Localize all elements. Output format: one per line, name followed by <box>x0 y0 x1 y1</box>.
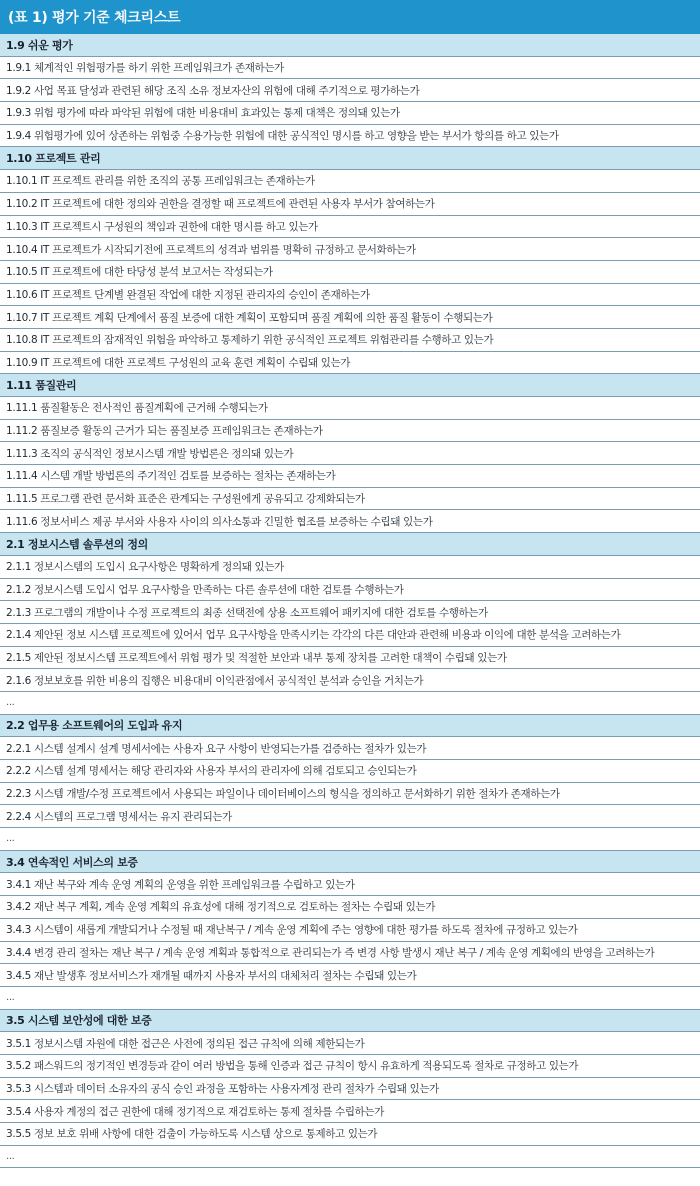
ellipsis-row: ... <box>0 828 700 851</box>
checklist-item: 1.10.8 IT 프로젝트의 잠재적인 위험을 파악하고 통제하기 위한 공식적인 프로젝트 위험관리를 수행하고 있는가 <box>0 329 700 352</box>
section-heading: 3.5 시스템 보안성에 대한 보증 <box>0 1010 700 1033</box>
checklist-item: 1.11.4 시스템 개발 방법론의 주기적인 검토를 보증하는 절차는 존재하는가 <box>0 465 700 488</box>
checklist-item: 1.10.1 IT 프로젝트 관리를 위한 조직의 공통 프레임워크는 존재하는가 <box>0 170 700 193</box>
ellipsis-row: ... <box>0 1146 700 1169</box>
checklist-item: 3.4.4 변경 관리 절차는 재난 복구 / 계속 운영 계획과 통합적으로 관리되는가 즉 변경 사항 발생시 재난 복구 / 계속 운영 계획에의 반영을 고려하는가 <box>0 942 700 965</box>
checklist-item: 2.2.1 시스템 설계시 설계 명세서에는 사용자 요구 사항이 반영되는가를 검증하는 절차가 있는가 <box>0 737 700 760</box>
checklist-item: 3.4.2 재난 복구 계획, 계속 운영 계획의 유효성에 대해 정기적으로 검토하는 절차는 수립돼 있는가 <box>0 896 700 919</box>
ellipsis-row: ... <box>0 692 700 715</box>
checklist-item: 3.4.3 시스템이 새롭게 개발되거나 수정될 때 재난복구 / 계속 운영 계획에 주는 영향에 대한 평가를 하도록 절차에 규정하고 있는가 <box>0 919 700 942</box>
checklist-item: 2.2.2 시스템 설계 명세서는 해당 관리자와 사용자 부서의 관리자에 의해 검토되고 승인되는가 <box>0 760 700 783</box>
checklist-item: 3.5.2 패스워드의 정기적인 변경등과 같이 여러 방법을 통해 인증과 접근 규칙이 항시 유효하게 적용되도록 절차로 규정하고 있는가 <box>0 1055 700 1078</box>
checklist-item: 1.10.5 IT 프로젝트에 대한 타당성 분석 보고서는 작성되는가 <box>0 261 700 284</box>
ellipsis-row: ... <box>0 987 700 1010</box>
checklist-item: 3.5.3 시스템과 데이터 소유자의 공식 승인 과정을 포함하는 사용자계정 관리 절차가 수립돼 있는가 <box>0 1078 700 1101</box>
checklist-item: 2.1.3 프로그램의 개발이나 수정 프로젝트의 최종 선택전에 상용 소프트웨어 패키지에 대한 검토를 수행하는가 <box>0 601 700 624</box>
section-heading: 2.1 정보시스템 솔루션의 정의 <box>0 533 700 556</box>
checklist-item: 1.9.4 위험평가에 있어 상존하는 위험중 수용가능한 위험에 대한 공식적인 명시를 하고 영향을 받는 부서가 항의를 하고 있는가 <box>0 125 700 148</box>
checklist-item: 2.1.2 정보시스템 도입시 업무 요구사항을 만족하는 다른 솔루션에 대한 검토를 수행하는가 <box>0 579 700 602</box>
checklist-item: 2.2.4 시스템의 프로그램 명세서는 유지 관리되는가 <box>0 805 700 828</box>
checklist-item: 3.4.1 재난 복구와 계속 운영 계획의 운영을 위한 프레임워크를 수립하고 있는가 <box>0 873 700 896</box>
checklist-item: 3.5.4 사용자 계정의 접근 권한에 대해 정기적으로 재검토하는 통제 절차를 수립하는가 <box>0 1100 700 1123</box>
checklist-item: 1.10.3 IT 프로젝트시 구성원의 책임과 권한에 대한 명시를 하고 있는가 <box>0 216 700 239</box>
section-heading: 3.4 연속적인 서비스의 보증 <box>0 851 700 874</box>
checklist-item: 1.9.1 체계적인 위험평가를 하기 위한 프레임워크가 존재하는가 <box>0 57 700 80</box>
checklist-item: 1.10.7 IT 프로젝트 계획 단계에서 품질 보증에 대한 계획이 포함되며 품질 계획에 의한 품질 활동이 수행되는가 <box>0 306 700 329</box>
checklist-item: 1.11.1 품질활동은 전사적인 품질계획에 근거해 수행되는가 <box>0 397 700 420</box>
checklist-item: 3.4.5 재난 발생후 정보서비스가 재개될 때까지 사용자 부서의 대체처리 절차는 수립돼 있는가 <box>0 964 700 987</box>
checklist-item: 3.5.5 정보 보호 위배 사항에 대한 검출이 가능하도록 시스템 상으로 통제하고 있는가 <box>0 1123 700 1146</box>
checklist-item: 1.11.5 프로그램 관련 문서화 표준은 관계되는 구성원에게 공유되고 강제화되는가 <box>0 488 700 511</box>
section-heading: 1.11 품질관리 <box>0 374 700 397</box>
section-heading: 1.9 쉬운 평가 <box>0 34 700 57</box>
checklist-item: 1.9.3 위험 평가에 따라 파악된 위험에 대한 비용대비 효과있는 통제 대책은 정의돼 있는가 <box>0 102 700 125</box>
checklist-item: 2.1.1 정보시스템의 도입시 요구사항은 명확하게 정의돼 있는가 <box>0 556 700 579</box>
checklist-item: 2.1.4 제안된 정보 시스템 프로젝트에 있어서 업무 요구사항을 만족시키는 각각의 다른 대안과 관련해 비용과 이익에 대한 분석을 고려하는가 <box>0 624 700 647</box>
checklist-item: 1.9.2 사업 목표 달성과 관련된 해당 조직 소유 정보자산의 위험에 대해 주기적으로 평가하는가 <box>0 79 700 102</box>
section-heading: 2.2 업무용 소프트웨어의 도입과 유지 <box>0 715 700 738</box>
checklist-item: 2.2.3 시스템 개발/수정 프로젝트에서 사용되는 파일이나 데이터베이스의 형식을 정의하고 문서화하기 위한 절차가 존재하는가 <box>0 783 700 806</box>
checklist-item: 1.11.6 정보서비스 제공 부서와 사용자 사이의 의사소통과 긴밀한 협조를 보증하는 수립돼 있는가 <box>0 510 700 533</box>
checklist-item: 1.10.4 IT 프로젝트가 시작되기전에 프로젝트의 성격과 범위를 명확히 규정하고 문서화하는가 <box>0 238 700 261</box>
checklist-table <box>0 34 700 1168</box>
table-title: (표 1) 평가 기준 체크리스트 <box>8 10 181 26</box>
checklist-item: 1.10.6 IT 프로젝트 단계별 완결된 작업에 대한 지정된 관리자의 승인이 존재하는가 <box>0 284 700 307</box>
checklist-item: 2.1.5 제안된 정보시스템 프로젝트에서 위험 평가 및 적절한 보안과 내부 통제 장치를 고려한 대책이 수립돼 있는가 <box>0 647 700 670</box>
section-heading: 1.10 프로젝트 관리 <box>0 147 700 170</box>
table-title-bar <box>0 0 700 34</box>
checklist-item: 1.11.3 조직의 공식적인 정보시스템 개발 방법론은 정의돼 있는가 <box>0 442 700 465</box>
checklist-item: 2.1.6 정보보호를 위한 비용의 집행은 비용대비 이익관점에서 공식적인 분석과 승인을 거치는가 <box>0 669 700 692</box>
checklist-item: 1.11.2 품질보증 활동의 근거가 되는 품질보증 프레임워크는 존재하는가 <box>0 420 700 443</box>
checklist-item: 1.10.9 IT 프로젝트에 대한 프로젝트 구성원의 교육 훈련 계획이 수립돼 있는가 <box>0 352 700 375</box>
checklist-item: 3.5.1 정보시스템 자원에 대한 접근은 사전에 정의된 접근 규칙에 의해 제한되는가 <box>0 1032 700 1055</box>
checklist-item: 1.10.2 IT 프로젝트에 대한 정의와 권한을 결정할 때 프로젝트에 관련된 사용자 부서가 참여하는가 <box>0 193 700 216</box>
